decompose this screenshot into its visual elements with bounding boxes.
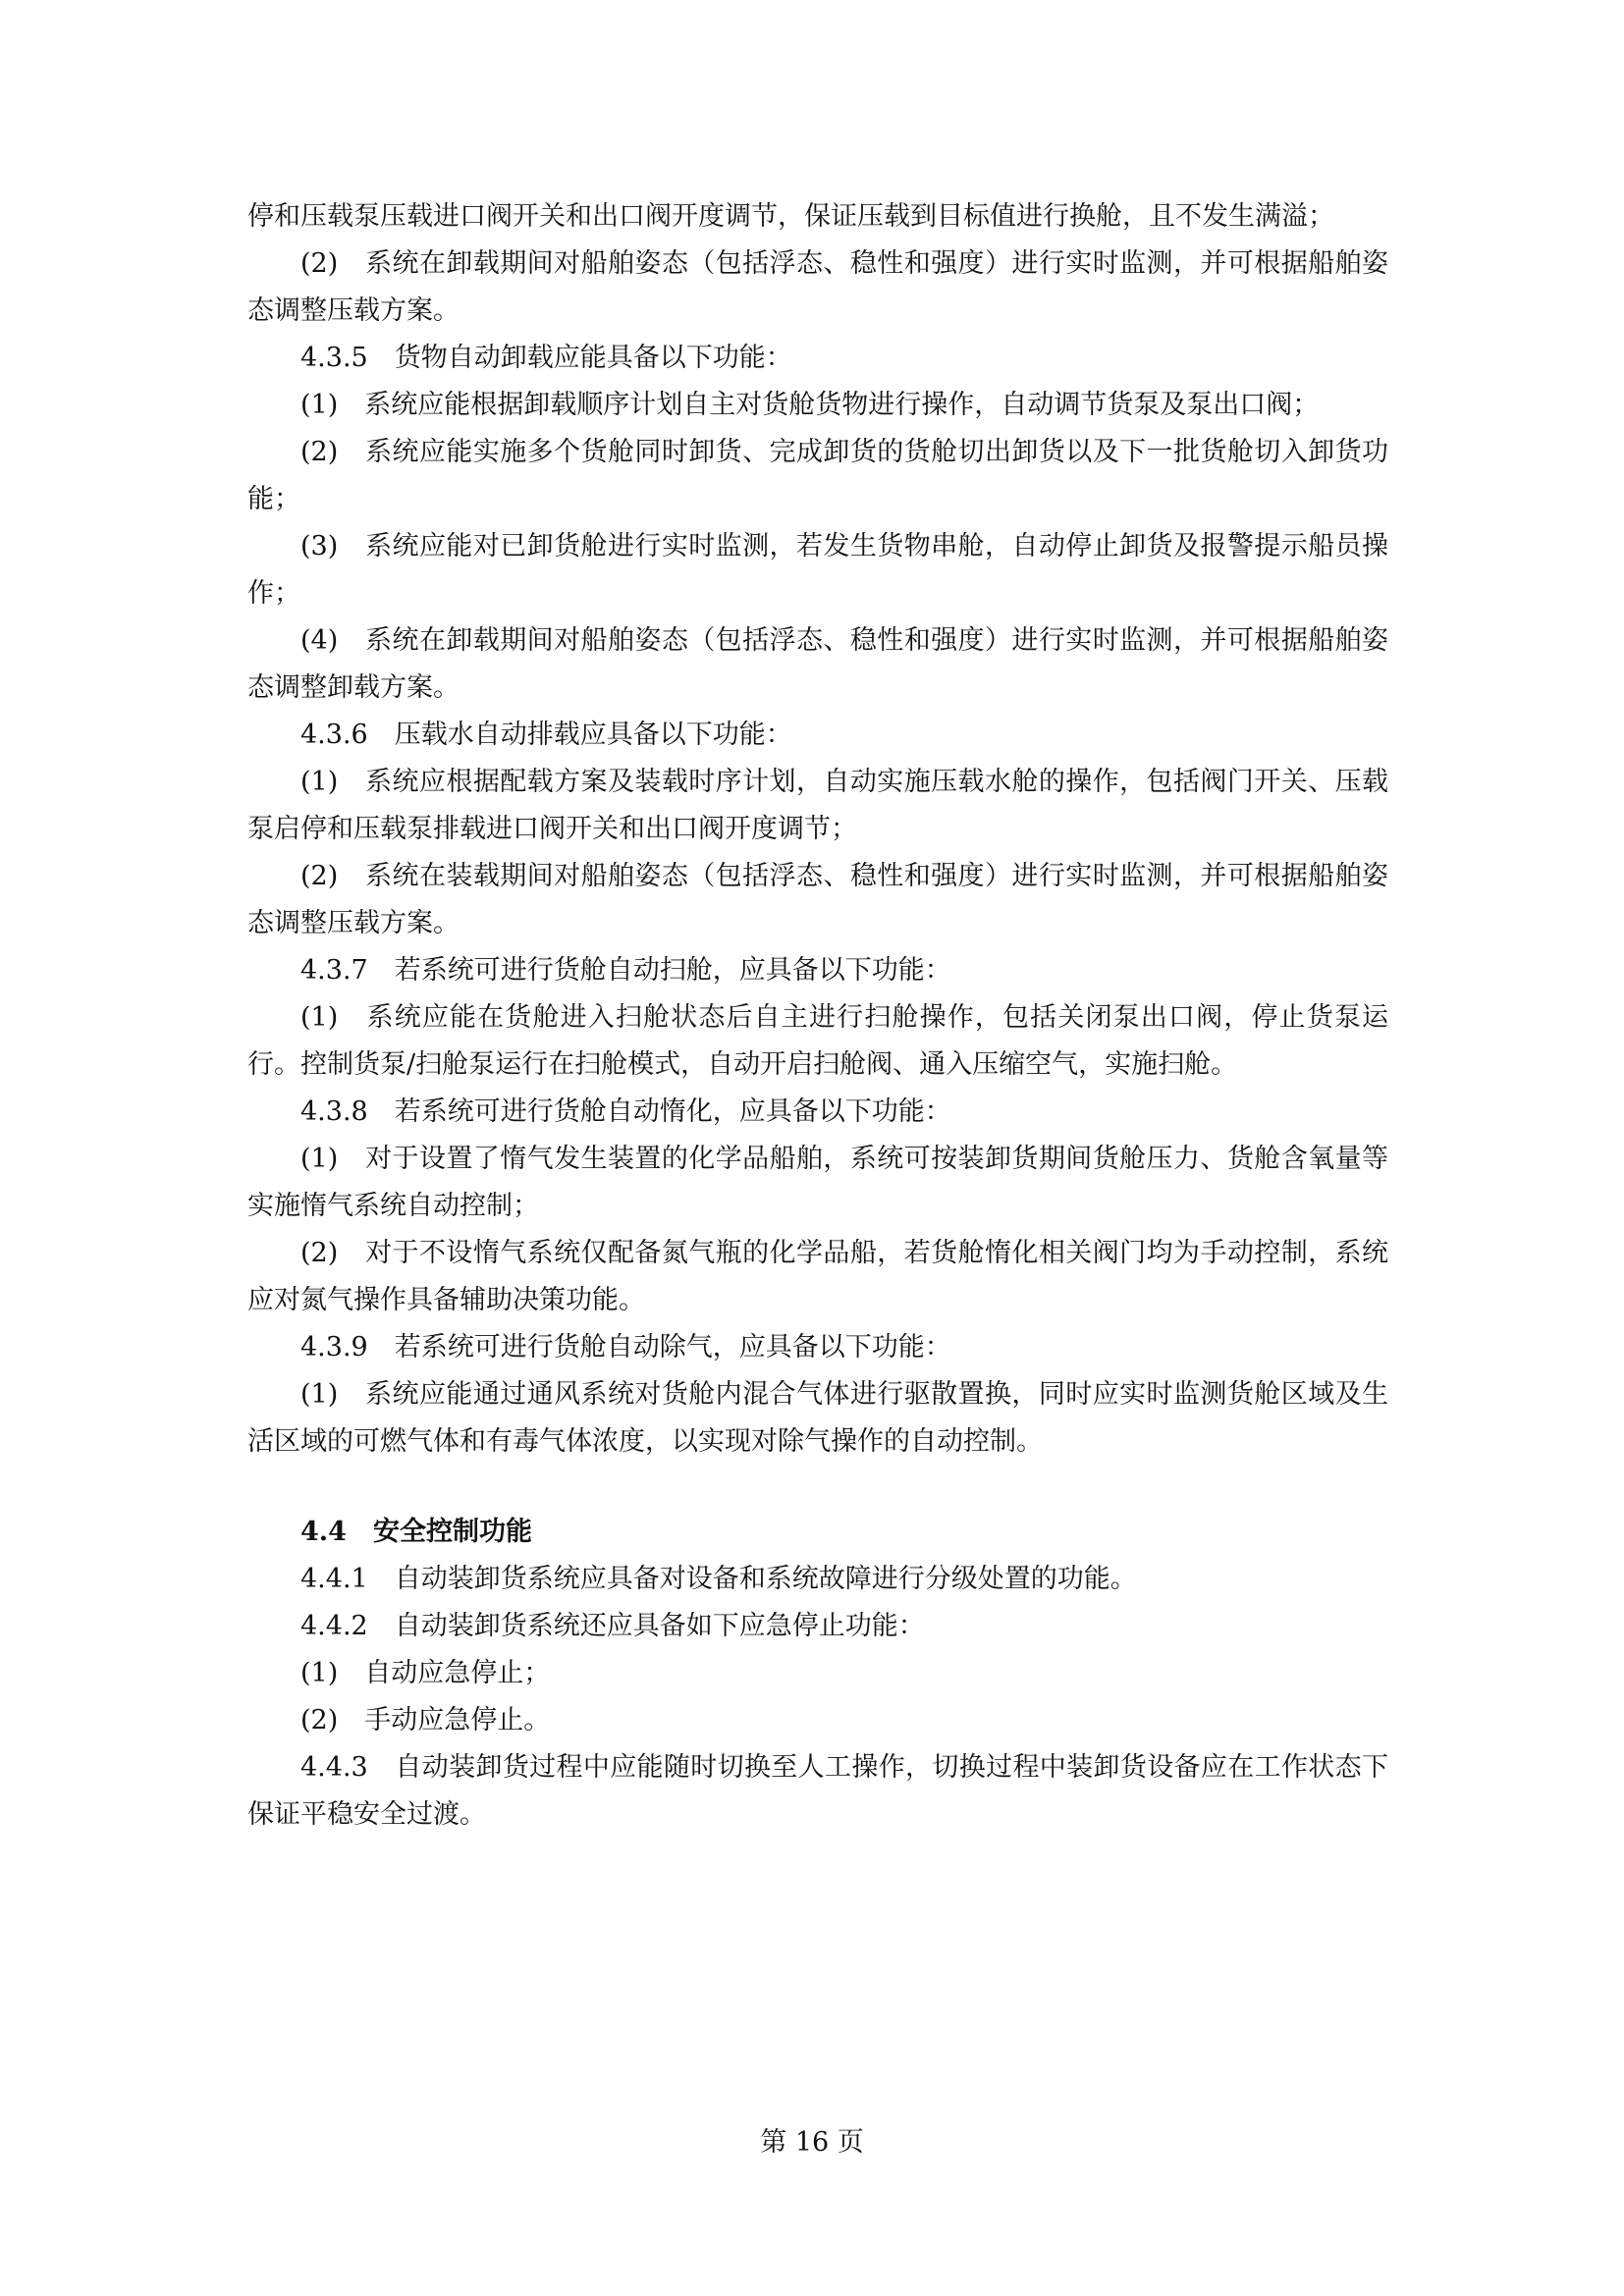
paragraph: (2) 系统在卸载期间对船舶姿态（包括浮态、稳性和强度）进行实时监测，并可根据船舶姿态调整压载方案。 [247,248,1388,326]
page-body [247,193,1388,1839]
clause-4-4-3: 4.4.3 自动装卸货过程中应能随时切换至人工操作，切换过程中装卸货设备应在工作状态下保证平稳安全过渡。 [247,1752,1388,1830]
paragraph: (1) 系统应根据配载方案及装载时序计划，自动实施压载水舱的操作，包括阀门开关、压载泵启停和压载泵排载进口阀开关和出口阀开度调节； [247,767,1388,844]
clause-4-4-1: 4.4.1 自动装卸货系统应具备对设备和系统故障进行分级处置的功能。 [300,1564,1137,1594]
paragraph: (1) 系统应能根据卸载顺序计划自主对货舱货物进行操作，自动调节货泵及泵出口阀； [300,390,1320,420]
clause-4-3-7: 4.3.7 若系统可进行货舱自动扫舱，应具备以下功能： [300,955,951,986]
paragraph: (2) 系统在装载期间对船舶姿态（包括浮态、稳性和强度）进行实时监测，并可根据船舶姿态调整压载方案。 [247,861,1388,938]
clause-4-4-2: 4.4.2 自动装卸货系统还应具备如下应急停止功能： [300,1611,925,1641]
list-item: (1) 自动应急停止； [300,1658,551,1688]
page-number: 第 16 页 [760,2127,864,2158]
clause-4-3-6: 4.3.6 压载水自动排载应具备以下功能： [300,720,792,750]
paragraph: (2) 对于不设惰气系统仅配备氮气瓶的化学品船，若货舱惰化相关阀门均为手动控制，系统应对氮气操作具备辅助决策功能。 [247,1238,1388,1315]
section-spacer [247,1466,1388,1509]
paragraph: (1) 系统应能在货舱进入扫舱状态后自主进行扫舱操作，包括关闭泵出口阀，停止货泵运行。控制货泵/扫舱泵运行在扫舱模式，自动开启扫舱阀、通入压缩空气，实施扫舱。 [247,1002,1388,1080]
clause-4-3-9: 4.3.9 若系统可进行货舱自动除气，应具备以下功能： [300,1332,951,1362]
clause-4-3-5: 4.3.5 货物自动卸载应能具备以下功能： [300,343,792,373]
paragraph: (2) 系统应能实施多个货舱同时卸货、完成卸货的货舱切出卸货以及下一批货舱切入卸货功能； [247,437,1388,514]
paragraph: 停和压载泵压载进口阀开关和出口阀开度调节，保证压载到目标值进行换舱，且不发生满溢； [247,201,1334,232]
list-item: (2) 手动应急停止。 [300,1705,551,1735]
paragraph: (4) 系统在卸载期间对船舶姿态（包括浮态、稳性和强度）进行实时监测，并可根据船舶姿态调整卸载方案。 [247,625,1388,703]
section-heading: 4.4 安全控制功能 [300,1517,532,1547]
paragraph: (3) 系统应能对已卸货舱进行实时监测，若发生货物串舱，自动停止卸货及报警提示船员操作； [247,531,1388,609]
paragraph: (1) 对于设置了惰气发生装置的化学品船舶，系统可按装卸货期间货舱压力、货舱含氧量等实施惰气系统自动控制； [247,1144,1388,1221]
clause-4-3-8: 4.3.8 若系统可进行货舱自动惰化，应具备以下功能： [300,1096,951,1127]
paragraph: (1) 系统应能通过通风系统对货舱内混合气体进行驱散置换，同时应实时监测货舱区域及生活区域的可燃气体和有毒气体浓度，以实现对除气操作的自动控制。 [247,1379,1388,1457]
